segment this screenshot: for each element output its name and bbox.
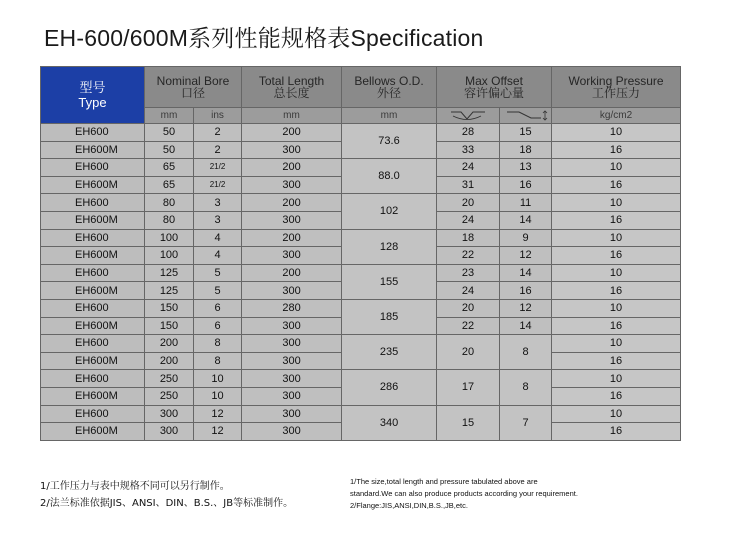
cell-mm: 80 bbox=[145, 194, 194, 212]
cell-bellows-od: 88.0 bbox=[342, 159, 437, 194]
cell-bellows-od: 128 bbox=[342, 229, 437, 264]
cell-model: EH600 bbox=[41, 159, 145, 177]
cell-length: 300 bbox=[242, 335, 342, 353]
cell-mm: 250 bbox=[145, 387, 194, 405]
header-bellows-od bbox=[342, 67, 437, 108]
header-type-cn: 型号 bbox=[79, 80, 106, 95]
cell-offset-a: 20 bbox=[437, 335, 500, 370]
cell-ins: 21/2 bbox=[194, 159, 242, 177]
cell-mm: 250 bbox=[145, 370, 194, 388]
table-row bbox=[41, 264, 681, 282]
header-offset-en: Max Offset bbox=[465, 74, 523, 88]
cell-bellows-od: 185 bbox=[342, 299, 437, 334]
cell-ins: 5 bbox=[194, 264, 242, 282]
header-working-pressure bbox=[552, 67, 681, 108]
cell-offset-a: 31 bbox=[437, 176, 500, 194]
header-bellows-cn: 外径 bbox=[377, 86, 402, 100]
notes-english bbox=[350, 476, 578, 512]
cell-ins: 12 bbox=[194, 423, 242, 441]
unit-mm-length: mm bbox=[242, 108, 342, 124]
lateral-offset-icon bbox=[501, 109, 551, 122]
cell-offset-b: 8 bbox=[500, 335, 552, 370]
cell-bellows-od: 340 bbox=[342, 405, 437, 440]
cell-model: EH600 bbox=[41, 194, 145, 212]
cell-length: 300 bbox=[242, 247, 342, 265]
cell-model: EH600M bbox=[41, 387, 145, 405]
cell-ins: 3 bbox=[194, 211, 242, 229]
cell-offset-a: 18 bbox=[437, 229, 500, 247]
cell-bellows-od: 235 bbox=[342, 335, 437, 370]
cell-model: EH600M bbox=[41, 211, 145, 229]
note-en-3: 2/Flange:JIS,ANSI,DIN,B.S.,JB,etc. bbox=[350, 501, 468, 510]
cell-mm: 150 bbox=[145, 317, 194, 335]
cell-model: EH600 bbox=[41, 335, 145, 353]
cell-length: 300 bbox=[242, 141, 342, 159]
cell-ins: 4 bbox=[194, 247, 242, 265]
cell-offset-b: 12 bbox=[500, 247, 552, 265]
cell-pressure: 10 bbox=[552, 405, 681, 423]
cell-offset-a: 24 bbox=[437, 282, 500, 300]
header-pressure-en: Working Pressure bbox=[568, 74, 664, 88]
cell-model: EH600M bbox=[41, 423, 145, 441]
table-row bbox=[41, 159, 681, 177]
cell-offset-b: 16 bbox=[500, 176, 552, 194]
note-en-2: standard.We can also produce products according your requirement. bbox=[350, 489, 578, 498]
table-row bbox=[41, 299, 681, 317]
cell-offset-b: 11 bbox=[500, 194, 552, 212]
cell-length: 200 bbox=[242, 159, 342, 177]
cell-pressure: 10 bbox=[552, 335, 681, 353]
cell-model: EH600 bbox=[41, 229, 145, 247]
cell-pressure: 16 bbox=[552, 282, 681, 300]
cell-model: EH600 bbox=[41, 370, 145, 388]
cell-pressure: 16 bbox=[552, 141, 681, 159]
cell-length: 200 bbox=[242, 194, 342, 212]
unit-kg-cm2: kg/cm2 bbox=[552, 108, 681, 124]
cell-ins: 8 bbox=[194, 352, 242, 370]
specification-table bbox=[40, 66, 681, 441]
cell-length: 300 bbox=[242, 211, 342, 229]
cell-ins: 10 bbox=[194, 370, 242, 388]
note-cn-2: 2/法兰标准依据JIS、ANSI、DIN、B.S.、JB等标准制作。 bbox=[40, 498, 294, 509]
cell-offset-b: 15 bbox=[500, 124, 552, 142]
cell-length: 200 bbox=[242, 264, 342, 282]
cell-pressure: 10 bbox=[552, 229, 681, 247]
cell-length: 300 bbox=[242, 317, 342, 335]
header-nominal-cn: 口径 bbox=[181, 86, 206, 100]
cell-mm: 300 bbox=[145, 405, 194, 423]
angular-offset-icon bbox=[443, 109, 493, 122]
cell-offset-a: 28 bbox=[437, 124, 500, 142]
cell-length: 300 bbox=[242, 352, 342, 370]
cell-model: EH600M bbox=[41, 247, 145, 265]
offset-angular-icon bbox=[437, 108, 500, 124]
cell-model: EH600M bbox=[41, 352, 145, 370]
cell-pressure: 10 bbox=[552, 299, 681, 317]
cell-mm: 50 bbox=[145, 124, 194, 142]
cell-ins: 12 bbox=[194, 405, 242, 423]
table-row bbox=[41, 405, 681, 423]
header-pressure-cn: 工作压力 bbox=[592, 86, 641, 100]
cell-offset-b: 13 bbox=[500, 159, 552, 177]
cell-mm: 300 bbox=[145, 423, 194, 441]
cell-ins: 5 bbox=[194, 282, 242, 300]
cell-offset-b: 14 bbox=[500, 264, 552, 282]
cell-bellows-od: 102 bbox=[342, 194, 437, 229]
cell-mm: 125 bbox=[145, 282, 194, 300]
cell-pressure: 16 bbox=[552, 317, 681, 335]
cell-offset-a: 22 bbox=[437, 317, 500, 335]
cell-offset-a: 24 bbox=[437, 159, 500, 177]
header-offset-cn: 容许偏心量 bbox=[464, 86, 525, 100]
cell-pressure: 16 bbox=[552, 176, 681, 194]
cell-mm: 100 bbox=[145, 229, 194, 247]
cell-mm: 150 bbox=[145, 299, 194, 317]
cell-ins: 8 bbox=[194, 335, 242, 353]
cell-pressure: 16 bbox=[552, 352, 681, 370]
cell-model: EH600 bbox=[41, 264, 145, 282]
cell-model: EH600M bbox=[41, 317, 145, 335]
cell-offset-b: 14 bbox=[500, 317, 552, 335]
cell-pressure: 16 bbox=[552, 247, 681, 265]
cell-pressure: 10 bbox=[552, 159, 681, 177]
cell-ins: 6 bbox=[194, 317, 242, 335]
cell-model: EH600M bbox=[41, 282, 145, 300]
table-row bbox=[41, 370, 681, 388]
cell-bellows-od: 73.6 bbox=[342, 124, 437, 159]
header-length-en: Total Length bbox=[258, 74, 325, 88]
offset-lateral-icon bbox=[500, 108, 552, 124]
cell-ins: 21/2 bbox=[194, 176, 242, 194]
cell-pressure: 10 bbox=[552, 194, 681, 212]
cell-mm: 65 bbox=[145, 159, 194, 177]
table-row bbox=[41, 124, 681, 142]
header-nominal-en: Nominal Bore bbox=[156, 74, 230, 88]
unit-ins: ins bbox=[194, 108, 242, 124]
cell-offset-a: 33 bbox=[437, 141, 500, 159]
cell-offset-b: 7 bbox=[500, 405, 552, 440]
cell-offset-a: 24 bbox=[437, 211, 500, 229]
cell-ins: 4 bbox=[194, 229, 242, 247]
cell-offset-b: 12 bbox=[500, 299, 552, 317]
header-total-length bbox=[242, 67, 342, 108]
cell-ins: 10 bbox=[194, 387, 242, 405]
cell-model: EH600 bbox=[41, 299, 145, 317]
specification-body bbox=[41, 124, 681, 441]
cell-pressure: 16 bbox=[552, 387, 681, 405]
specification-table-wrapper bbox=[40, 66, 680, 441]
cell-pressure: 16 bbox=[552, 211, 681, 229]
cell-pressure: 10 bbox=[552, 124, 681, 142]
cell-length: 300 bbox=[242, 387, 342, 405]
cell-offset-b: 9 bbox=[500, 229, 552, 247]
cell-model: EH600 bbox=[41, 124, 145, 142]
unit-mm-bore: mm bbox=[145, 108, 194, 124]
cell-offset-b: 16 bbox=[500, 282, 552, 300]
cell-mm: 200 bbox=[145, 335, 194, 353]
cell-model: EH600 bbox=[41, 405, 145, 423]
cell-model: EH600M bbox=[41, 141, 145, 159]
cell-length: 300 bbox=[242, 423, 342, 441]
header-length-cn: 总长度 bbox=[273, 86, 310, 100]
cell-mm: 65 bbox=[145, 176, 194, 194]
cell-length: 300 bbox=[242, 370, 342, 388]
cell-offset-a: 20 bbox=[437, 194, 500, 212]
cell-offset-a: 20 bbox=[437, 299, 500, 317]
cell-offset-a: 22 bbox=[437, 247, 500, 265]
cell-length: 200 bbox=[242, 229, 342, 247]
cell-ins: 6 bbox=[194, 299, 242, 317]
cell-pressure: 10 bbox=[552, 370, 681, 388]
cell-offset-b: 14 bbox=[500, 211, 552, 229]
notes-chinese bbox=[40, 478, 293, 512]
table-row bbox=[41, 229, 681, 247]
cell-mm: 50 bbox=[145, 141, 194, 159]
cell-offset-a: 23 bbox=[437, 264, 500, 282]
cell-mm: 80 bbox=[145, 211, 194, 229]
cell-pressure: 10 bbox=[552, 264, 681, 282]
cell-length: 300 bbox=[242, 176, 342, 194]
header-bellows-en: Bellows O.D. bbox=[354, 74, 424, 88]
cell-mm: 100 bbox=[145, 247, 194, 265]
cell-length: 300 bbox=[242, 405, 342, 423]
cell-length: 280 bbox=[242, 299, 342, 317]
cell-mm: 200 bbox=[145, 352, 194, 370]
cell-length: 300 bbox=[242, 282, 342, 300]
cell-length: 200 bbox=[242, 124, 342, 142]
cell-ins: 3 bbox=[194, 194, 242, 212]
table-row bbox=[41, 194, 681, 212]
cell-pressure: 16 bbox=[552, 423, 681, 441]
note-en-1: 1/The size,total length and pressure tabulated above are bbox=[350, 477, 538, 486]
cell-offset-b: 8 bbox=[500, 370, 552, 405]
header-type bbox=[41, 67, 145, 124]
cell-ins: 2 bbox=[194, 141, 242, 159]
table-row bbox=[41, 335, 681, 353]
cell-bellows-od: 155 bbox=[342, 264, 437, 299]
header-max-offset bbox=[437, 67, 552, 108]
cell-offset-b: 18 bbox=[500, 141, 552, 159]
cell-model: EH600M bbox=[41, 176, 145, 194]
cell-offset-a: 15 bbox=[437, 405, 500, 440]
cell-ins: 2 bbox=[194, 124, 242, 142]
note-cn-1: 1/工作压力与表中规格不同可以另行制作。 bbox=[40, 481, 230, 492]
cell-bellows-od: 286 bbox=[342, 370, 437, 405]
header-nominal-bore bbox=[145, 67, 242, 108]
unit-mm-bellows: mm bbox=[342, 108, 437, 124]
cell-mm: 125 bbox=[145, 264, 194, 282]
page-title: EH-600/600M系列性能规格表Specification bbox=[44, 25, 484, 51]
header-type-en: Type bbox=[78, 95, 107, 110]
cell-offset-a: 17 bbox=[437, 370, 500, 405]
